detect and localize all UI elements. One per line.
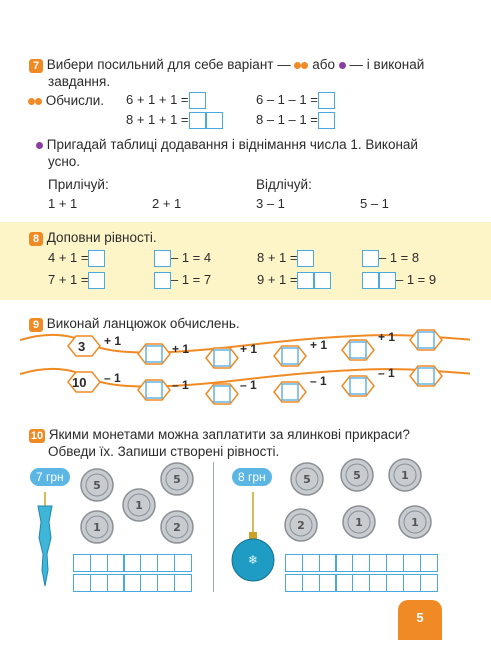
eq-r1c1: 4 + 1 = — [48, 250, 105, 267]
task-number: 9 — [29, 318, 43, 332]
answer-grid-right[interactable] — [285, 554, 436, 592]
task-9-title: Виконай ланцюжок обчислень. — [46, 316, 240, 331]
chain-op: + 1 — [378, 330, 396, 344]
answer-box[interactable] — [379, 272, 396, 289]
answer-box[interactable] — [362, 272, 379, 289]
answer-box[interactable] — [154, 250, 171, 267]
coin[interactable] — [160, 462, 194, 501]
compute-label: Обчисли. — [28, 92, 104, 109]
task-7-header — [29, 56, 469, 73]
answer-box[interactable] — [297, 272, 314, 289]
eq-r1c4: – 1 = 8 — [362, 250, 419, 267]
svg-text:5: 5 — [353, 469, 361, 482]
svg-text:1: 1 — [93, 521, 101, 534]
orange-dots-icon — [294, 62, 301, 69]
chain-op: + 1 — [172, 342, 190, 356]
orange-dot-icon — [301, 62, 308, 69]
eq-r1c3: 8 + 1 = — [257, 250, 314, 267]
chain-op: – 1 — [240, 378, 257, 392]
svg-text:1: 1 — [355, 516, 363, 529]
answer-box[interactable] — [297, 250, 314, 267]
add-expr-2: 2 + 1 — [152, 196, 182, 211]
divider — [213, 462, 214, 592]
chain-op: – 1 — [310, 374, 327, 388]
task-number: 7 — [29, 59, 43, 73]
answer-box[interactable] — [189, 92, 206, 109]
sub-label: Відлічуй: — [256, 177, 312, 192]
sub-expr-2: 5 – 1 — [360, 196, 389, 211]
chain-start-2: 10 — [72, 375, 87, 390]
task-7-text: Вибери посильний для себе варіант — — [46, 57, 291, 72]
page-number: 5 — [398, 600, 442, 640]
svg-text:5: 5 — [93, 479, 101, 492]
coin[interactable] — [80, 468, 114, 507]
task-number: 8 — [29, 232, 43, 246]
chain-op: + 1 — [104, 334, 122, 348]
task-7-text-end: — і виконай — [349, 57, 425, 72]
coin[interactable] — [388, 458, 422, 497]
coin[interactable] — [398, 505, 432, 544]
svg-text:1: 1 — [411, 516, 419, 529]
svg-text:1: 1 — [135, 499, 143, 512]
chain-op: – 1 — [104, 371, 121, 385]
add-label: Прилічуй: — [48, 177, 109, 192]
expr-2: 6 – 1 – 1 = — [256, 92, 335, 109]
chain-start-1: 3 — [78, 339, 86, 354]
expr-4: 8 – 1 – 1 = — [256, 112, 335, 129]
chain-diagram — [20, 326, 470, 416]
expr-1: 6 + 1 + 1 = — [126, 92, 206, 109]
svg-text:5: 5 — [303, 473, 311, 486]
coin[interactable] — [284, 508, 318, 547]
task-10-header — [29, 426, 469, 443]
answer-box[interactable] — [362, 250, 379, 267]
task-7-line2: завдання. — [48, 74, 111, 89]
eq-r2c1: 7 + 1 = — [48, 272, 105, 289]
sub-expr-1: 3 – 1 — [256, 196, 285, 211]
svg-text:❄: ❄ — [247, 553, 259, 567]
svg-text:2: 2 — [297, 519, 305, 532]
answer-box[interactable] — [314, 272, 331, 289]
task-number: 10 — [30, 430, 44, 442]
chain-op: + 1 — [310, 338, 328, 352]
expr-3: 8 + 1 + 1 = — [126, 112, 223, 129]
coin[interactable] — [342, 505, 376, 544]
chain-op: – 1 — [378, 366, 395, 380]
purple-dot-icon — [339, 62, 346, 69]
ball-ornament-icon — [230, 492, 276, 588]
price-tag-left: 7 грн — [30, 468, 70, 486]
answer-box[interactable] — [206, 112, 223, 129]
task-10-text-2: Обведи їх. Запиши створені рівності. — [48, 444, 280, 459]
recall-text-2: усно. — [48, 154, 81, 169]
answer-box[interactable] — [88, 250, 105, 267]
task-8-title: Доповни рівності. — [46, 230, 157, 245]
eq-r2c2: – 1 = 7 — [154, 272, 211, 289]
coin[interactable] — [290, 462, 324, 501]
coin[interactable] — [160, 510, 194, 549]
answer-box[interactable] — [318, 92, 335, 109]
eq-r1c2: – 1 = 4 — [154, 250, 211, 267]
svg-text:2: 2 — [173, 521, 181, 534]
coin[interactable] — [80, 510, 114, 549]
price-tag-right: 8 грн — [232, 468, 272, 486]
eq-r2c3: 9 + 1 = — [257, 272, 331, 289]
chain-op: + 1 — [240, 342, 258, 356]
eq-r2c4: – 1 = 9 — [362, 272, 436, 289]
or-text: або — [312, 57, 335, 72]
svg-text:5: 5 — [173, 473, 181, 486]
svg-text:1: 1 — [401, 469, 409, 482]
task-8-header — [29, 229, 157, 246]
answer-grid-left[interactable] — [73, 554, 191, 592]
add-expr-1: 1 + 1 — [48, 196, 78, 211]
answer-box[interactable] — [318, 112, 335, 129]
coin[interactable] — [340, 458, 374, 497]
answer-box[interactable] — [154, 272, 171, 289]
task-10-text: Якими монетами можна заплатити за ялинкові прикраси? — [48, 427, 410, 442]
icicle-ornament-icon — [30, 492, 60, 588]
recall-text: Пригадай таблиці додавання і віднімання числа 1. Виконай — [36, 136, 466, 153]
answer-box[interactable] — [88, 272, 105, 289]
answer-box[interactable] — [189, 112, 206, 129]
chain-op: – 1 — [172, 378, 189, 392]
coin[interactable] — [122, 488, 156, 527]
